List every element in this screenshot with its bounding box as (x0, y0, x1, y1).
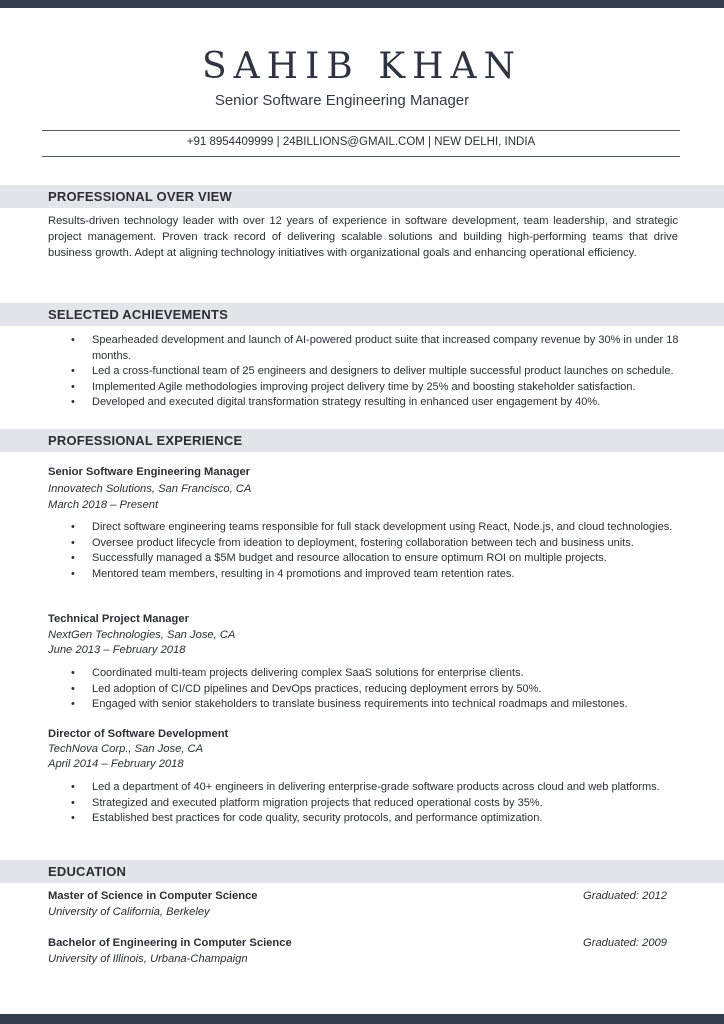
list-item-text: Led a department of 40+ engineers in delivering enterprise-grade software products across cloud and web platforms. (92, 781, 660, 793)
job-dates: June 2013 – February 2018 (48, 644, 186, 656)
list-item (70, 380, 680, 396)
bullet-icon: • (71, 365, 75, 377)
job-dates: March 2018 – Present (48, 499, 159, 511)
list-item-text: Mentored team members, resulting in 4 promotions and improved team retention rates. (92, 567, 515, 580)
list-item-text: Engaged with senior stakeholders to translate business requirements into technical roadmaps and milestones. (92, 698, 628, 710)
list-item-text: Strategized and executed platform migration projects that reduced operational costs by 35%. (92, 796, 543, 809)
list-item-text: Coordinated multi-team projects delivering complex SaaS solutions for enterprise clients. (92, 667, 524, 679)
bullet-icon: • (71, 812, 75, 824)
list-item-text: Developed and executed digital transformation strategy resulting in enhanced user engagement by 40%. (92, 396, 601, 408)
list-item (70, 811, 680, 827)
bullet-icon: • (71, 380, 75, 393)
section-header-overview (0, 185, 724, 208)
candidate-title: Senior Software Engineering Manager (214, 92, 470, 109)
candidate-name: SAHIB KHAN (202, 46, 522, 87)
list-item (70, 520, 680, 536)
overview-paragraph: Results-driven technology leader with over 12 years of experience in software development, team leadership, and strategic project management. Proven track record of delivering scalable solutions and building high-performing teams that drive business growth. Adept at aligning technology initiatives with organizational goals and enhancing operational efficiency. (48, 215, 678, 259)
job-company: Innovatech Solutions, San Francisco, CA (48, 483, 252, 495)
education-graduation-date: Graduated: 2009 (583, 937, 667, 949)
bullet-icon: • (71, 698, 75, 710)
bullet-icon: • (71, 536, 75, 549)
job-title: Technical Project Manager (48, 613, 189, 625)
section-title-experience: PROFESSIONAL EXPERIENCE (48, 433, 243, 448)
achievements-list (70, 333, 680, 411)
list-item (70, 682, 680, 698)
section-header-education (0, 860, 724, 883)
education-school: University of Illinois, Urbana-Champaign (48, 953, 248, 965)
section-title-achievements: SELECTED ACHIEVEMENTS (48, 307, 228, 322)
list-item (70, 364, 680, 380)
list-item (70, 551, 680, 567)
list-item-text: Led a cross-functional team of 25 engineers and designers to deliver multiple successful product launches on schedule. (92, 365, 674, 377)
contact-top-divider (42, 130, 680, 131)
list-item (70, 567, 680, 583)
education-degree: Master of Science in Computer Science (48, 890, 258, 902)
list-item (70, 536, 680, 552)
job-dates: April 2014 – February 2018 (48, 758, 184, 770)
list-item-text: Established best practices for code quality, security protocols, and performance optimization. (92, 812, 543, 824)
section-header-experience (0, 429, 724, 452)
list-item (70, 697, 680, 713)
list-item-text: Successfully managed a $5M budget and resource allocation to ensure optimum ROI on multiple projects. (92, 552, 607, 564)
list-item-text: Led adoption of CI/CD pipelines and DevOps practices, reducing deployment errors by 50%. (92, 682, 542, 695)
list-item (70, 333, 680, 364)
job-responsibilities-list (70, 780, 680, 827)
job-company: TechNova Corp., San Jose, CA (48, 743, 204, 755)
job-title: Director of Software Development (48, 728, 229, 740)
job-title: Senior Software Engineering Manager (48, 466, 251, 478)
list-item (70, 666, 680, 682)
bullet-icon: • (71, 682, 75, 695)
bottom-accent-bar (0, 1014, 724, 1024)
bullet-icon: • (71, 334, 75, 346)
list-item (70, 796, 680, 812)
list-item-text: Direct software engineering teams responsible for full stack development using React, Node.js, and cloud technologies. (92, 521, 673, 533)
bullet-icon: • (71, 567, 75, 580)
bullet-icon: • (71, 796, 75, 809)
bullet-icon: • (71, 521, 75, 533)
section-title-education: EDUCATION (48, 864, 127, 879)
list-item (70, 395, 680, 411)
list-item-text: Oversee product lifecycle from ideation to deployment, fostering collaboration between tech and business units. (92, 536, 634, 549)
list-item (70, 780, 680, 796)
education-school: University of California, Berkeley (48, 906, 210, 918)
top-accent-bar (0, 0, 724, 8)
contact-bottom-divider (42, 156, 680, 157)
job-company: NextGen Technologies, San Jose, CA (48, 629, 236, 641)
education-graduation-date: Graduated: 2012 (583, 890, 667, 902)
list-item-text: Implemented Agile methodologies improving project delivery time by 25% and boosting stakeholder satisfaction. (92, 380, 636, 393)
list-item-text: Spearheaded development and launch of AI-powered product suite that increased company revenue by 30% in under 18 months. (92, 334, 679, 362)
bullet-icon: • (71, 667, 75, 679)
job-responsibilities-list (70, 666, 680, 713)
education-degree: Bachelor of Engineering in Computer Science (48, 937, 292, 949)
job-responsibilities-list (70, 520, 680, 582)
bullet-icon: • (71, 396, 75, 408)
section-header-achievements (0, 303, 724, 326)
section-title-overview: PROFESSIONAL OVER VIEW (48, 189, 233, 204)
bullet-icon: • (71, 552, 75, 564)
contact-line: +91 8954409999 | 24BILLIONS@GMAIL.COM | NEW DELHI, INDIA (186, 136, 536, 148)
bullet-icon: • (71, 781, 75, 793)
